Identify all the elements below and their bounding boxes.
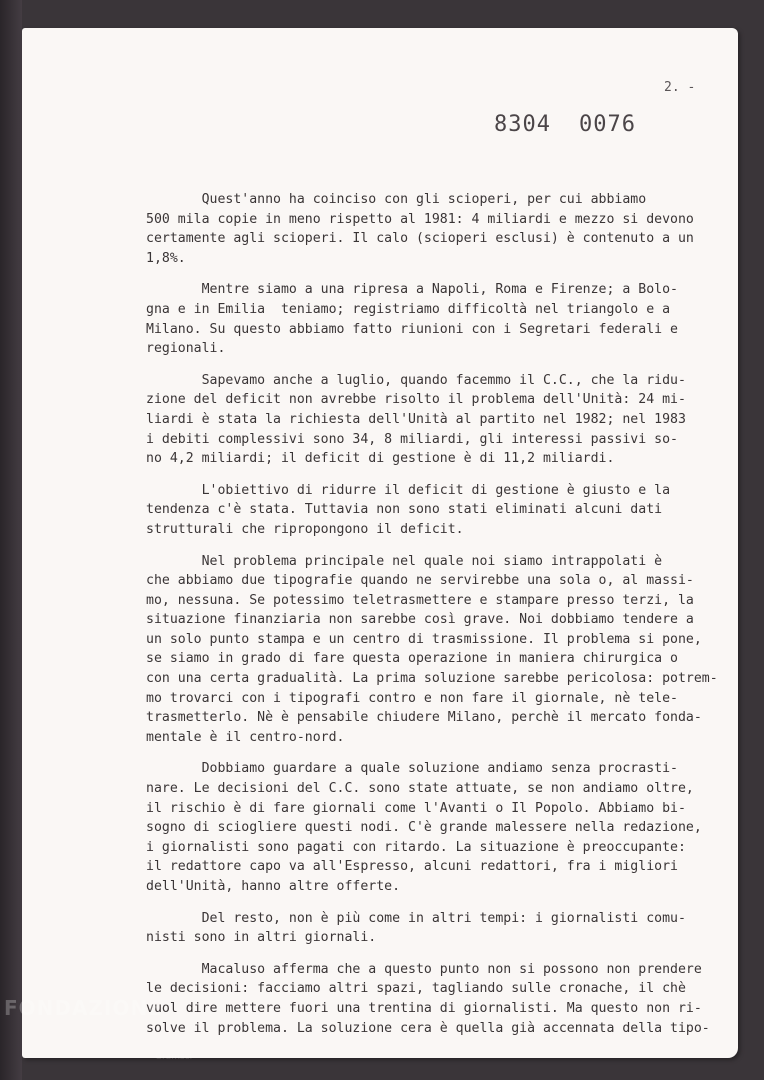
- paragraph: [146, 960, 716, 1038]
- paragraph: [146, 552, 716, 748]
- text-line: i debiti complessivi sono 34, 8 miliardi, gli interessi passivi so-: [146, 431, 678, 447]
- text-line: Dobbiamo guardare a quale soluzione andiamo senza procrasti-: [146, 761, 678, 777]
- text-line: regionali.: [146, 341, 226, 357]
- text-line: certamente agli scioperi. Il calo (scioperi esclusi) è contenuto a un: [146, 231, 694, 247]
- archive-watermark-sub: Gramsci: [155, 1052, 193, 1062]
- text-line: gna e in Emilia teniamo; registriamo difficoltà nel triangolo e a: [146, 301, 671, 317]
- text-line: i giornalisti sono pagati con ritardo. La situazione è preoccupante:: [146, 839, 686, 855]
- text-line: che abbiamo due tipografie quando ne servirebbe una sola o, al massi-: [146, 573, 694, 589]
- text-line: L'obiettivo di ridurre il deficit di gestione è giusto e la: [146, 482, 671, 498]
- paragraph: [146, 280, 716, 358]
- text-line: Nel problema principale nel quale noi siamo intrappolati è: [146, 553, 663, 569]
- text-line: strutturali che ripropongono il deficit.: [146, 521, 464, 537]
- text-line: 1,8%.: [146, 250, 186, 266]
- text-line: liardi è stata la richiesta dell'Unità al partito nel 1982; nel 1983: [146, 411, 686, 427]
- text-line: nare. Le decisioni del C.C. sono state attuate, se non andiamo oltre,: [146, 781, 694, 797]
- text-line: zione del deficit non avrebbe risolto il problema dell'Unità: 24 mi-: [146, 392, 686, 408]
- text-line: un solo punto stampa e un centro di trasmissione. Il problema si pone,: [146, 631, 702, 647]
- text-line: no 4,2 miliardi; il deficit di gestione è di 11,2 miliardi.: [146, 451, 615, 467]
- paragraph: [146, 190, 716, 268]
- text-line: il rischio è di fare giornali come l'Avanti o Il Popolo. Abbiamo bi-: [146, 800, 686, 816]
- text-line: trasmetterlo. Nè è pensabile chiudere Milano, perchè il mercato fonda-: [146, 710, 702, 726]
- text-line: Milano. Su questo abbiamo fatto riunioni con i Segretari federali e: [146, 321, 678, 337]
- page-number: 2. -: [664, 80, 696, 95]
- text-line: solve il problema. La soluzione cera è quella già accennata della tipo-: [146, 1020, 710, 1036]
- text-line: vuol dire mettere fuori una trentina di giornalisti. Ma questo non ri-: [146, 1000, 702, 1016]
- text-line: il redattore capo va all'Espresso, alcuni redattori, fra i migliori: [146, 859, 678, 875]
- text-line: dell'Unità, hanno altre offerte.: [146, 879, 401, 894]
- text-line: situazione finanziaria non sarebbe così grave. Noi dobbiamo tendere a: [146, 612, 694, 628]
- archive-watermark: FONDAZIONE: [4, 996, 163, 1020]
- text-line: nisti sono in altri giornali.: [146, 930, 377, 946]
- text-line: tendenza c'è stata. Tuttavia non sono stati eliminati alcuni dati: [146, 502, 663, 518]
- document-code: [494, 112, 636, 137]
- text-line: le decisioni: facciamo altri spazi, tagliando sulle cronache, il chè: [146, 981, 686, 997]
- text-line: 500 mila copie in meno rispetto al 1981: 4 miliardi e mezzo si devono: [146, 211, 694, 227]
- text-line: con una certa gradualità. La prima soluzione sarebbe pericolosa: potrem-: [146, 671, 718, 687]
- text-line: mentale è il centro-nord.: [146, 729, 345, 745]
- text-line: se siamo in grado di fare questa operazione in maniera chirurgica o: [146, 651, 678, 667]
- text-line: Quest'anno ha coinciso con gli scioperi, per cui abbiamo: [146, 192, 647, 207]
- text-line: mo, nessuna. Se potessimo teletrasmettere e stampare presso terzi, la: [146, 592, 694, 608]
- text-line: Macaluso afferma che a questo punto non si possono non prendere: [146, 961, 702, 977]
- paragraph: [146, 909, 716, 948]
- paragraph: [146, 759, 716, 896]
- document-code-left: 8304: [494, 112, 551, 137]
- text-line: mo trovarci con i tipografi contro e non fare il giornale, nè tele-: [146, 690, 678, 706]
- text-line: sogno di sciogliere questi nodi. C'è grande malessere nella redazione,: [146, 820, 702, 836]
- document-body: [146, 190, 716, 1050]
- text-line: Mentre siamo a una ripresa a Napoli, Roma e Firenze; a Bolo-: [146, 282, 678, 298]
- paragraph: [146, 481, 716, 540]
- scanner-edge: [0, 0, 22, 1080]
- document-page: [22, 28, 738, 1058]
- text-line: Sapevamo anche a luglio, quando facemmo il C.C., che la ridu-: [146, 372, 686, 388]
- text-line: Del resto, non è più come in altri tempi: i giornalisti comu-: [146, 910, 686, 926]
- document-code-right: 0076: [578, 112, 636, 137]
- paragraph: [146, 371, 716, 469]
